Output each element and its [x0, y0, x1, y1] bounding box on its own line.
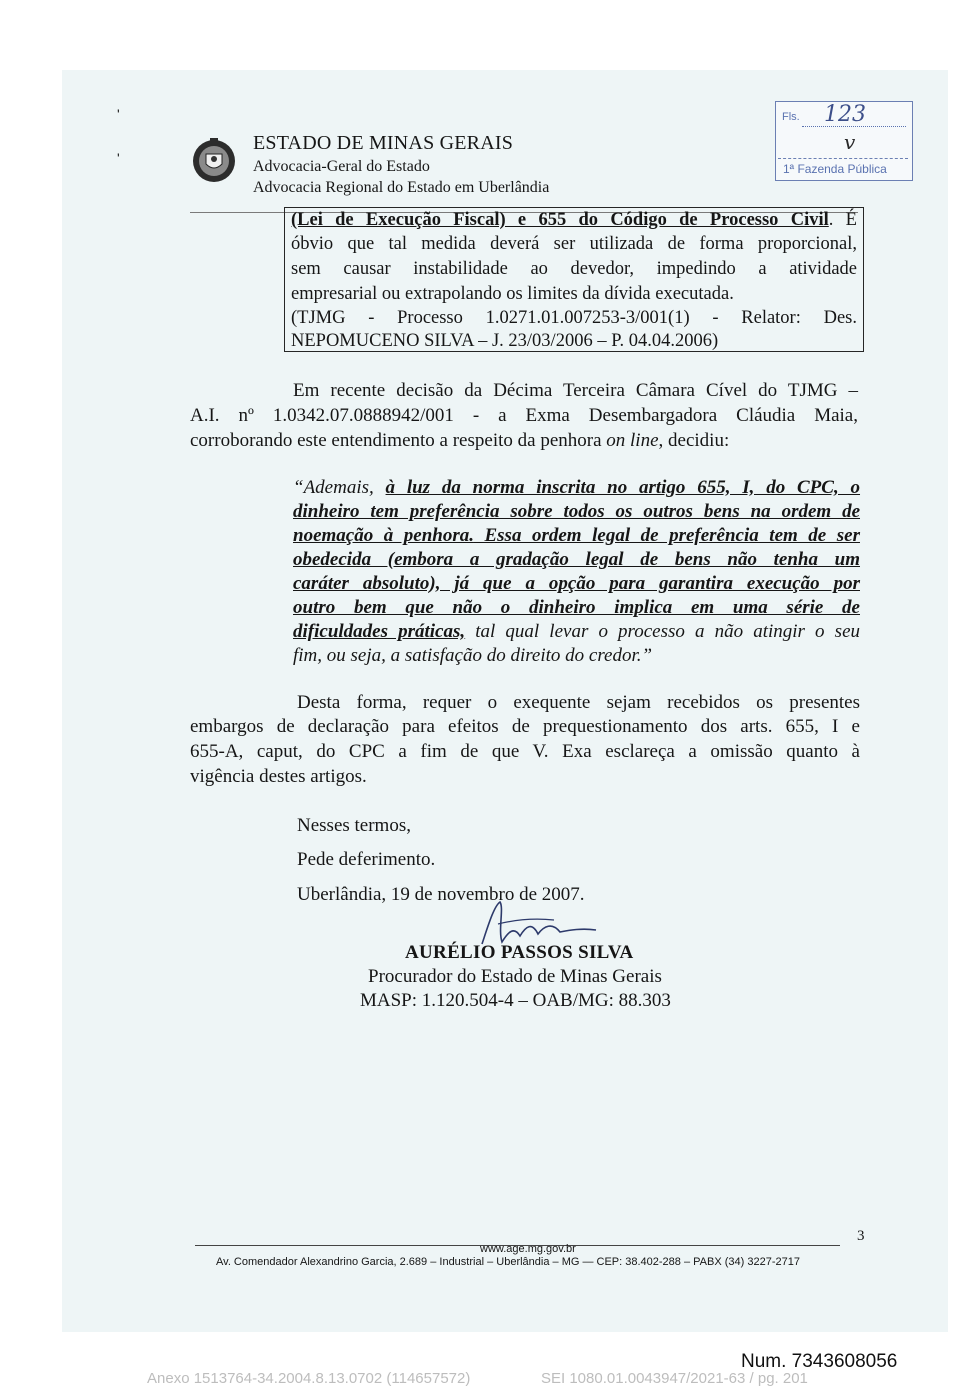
header-subtitle: Advocacia-Geral do Estado — [253, 158, 430, 175]
folio-label: Fls. — [782, 111, 800, 123]
quote-line: sem causar instabilidade ao devedor, impedindo a atividade — [291, 259, 857, 279]
place-date: Uberlândia, 19 de novembro de 2007. — [297, 884, 585, 905]
document-number: Num. 7343608056 — [741, 1351, 898, 1372]
folio-number: 123 — [824, 102, 866, 127]
folio-office: 1ª Fazenda Pública — [783, 162, 887, 176]
citation-line: caráter absoluto), já que a opção para garantira execução por — [293, 573, 860, 594]
sei-reference: SEI 1080.01.0043947/2021-63 / pg. 201 — [541, 1370, 808, 1387]
header-title: ESTADO DE MINAS GERAIS — [253, 132, 514, 154]
page-number: 3 — [857, 1228, 865, 1244]
annex-reference: Anexo 1513764-34.2004.8.13.0702 (114657572) — [147, 1370, 471, 1387]
signatory-name: AURÉLIO PASSOS SILVA — [405, 942, 634, 963]
signatory-masp: MASP: 1.120.504-4 – OAB/MG: 88.303 — [360, 990, 671, 1011]
quote-line: (TJMG - Processo 1.0271.01.007253-3/001(1) - Relator: Des. — [291, 308, 857, 328]
paragraph-line: 655-A, caput, do CPC a fim de que V. Exa esclareça a omissão quanto à — [190, 741, 860, 762]
paragraph-line: embargos de declaração para efeitos de prequestionamento dos arts. 655, I e — [190, 716, 860, 737]
margin-mark: ' — [117, 106, 120, 122]
quote-line: NEPOMUCENO SILVA – J. 23/03/2006 – P. 04.04.2006) — [291, 331, 719, 351]
citation-line: “Ademais, à luz da norma inscrita no artigo 655, I, do CPC, o — [293, 477, 861, 498]
citation-line: outro bem que não o dinheiro implica em uma série de — [293, 597, 860, 618]
footer-website: www.age.mg.gov.br — [480, 1243, 576, 1255]
citation-line: noemação à penhora. Essa ordem legal de preferência tem de ser — [293, 525, 860, 546]
quote-line: (Lei de Execução Fiscal) e 655 do Código de Processo Civil. É — [291, 210, 857, 230]
citation-line: fim, ou seja, a satisfação do direito do credor.” — [293, 645, 653, 666]
closing-request: Pede deferimento. — [297, 849, 436, 870]
closing-terms: Nesses termos, — [297, 815, 411, 836]
quote-line: empresarial ou extrapolando os limites da dívida executada. — [291, 284, 734, 304]
paragraph-line: corroborando este entendimento a respeito da penhora on line, decidiu: — [190, 430, 730, 451]
signatory-role: Procurador do Estado de Minas Gerais — [368, 966, 662, 987]
citation-line: dificuldades práticas, tal qual levar o processo a não atingir o seu — [293, 621, 860, 642]
citation-line: dinheiro tem preferência sobre todos os outros bens na ordem de — [293, 501, 860, 522]
paragraph-line: A.I. nº 1.0342.07.0888942/001 - a Exma Desembargadora Cláudia Maia, — [190, 405, 858, 426]
footer-address: Av. Comendador Alexandrino Garcia, 2.689 – Industrial – Uberlândia – MG — CEP: 38.402-288 – PABX (34) 3227-2717 — [216, 1256, 800, 1268]
paragraph-line: Desta forma, requer o exequente sejam recebidos os presentes — [297, 692, 860, 713]
citation-line: obedecida (embora a gradação legal de bens não tenha um — [293, 549, 860, 570]
folio-mark: v — [844, 130, 856, 154]
folio-stamp — [775, 101, 913, 181]
paragraph-line: Em recente decisão da Décima Terceira Câmara Cível do TJMG – — [293, 380, 858, 401]
header-subtitle-regional: Advocacia Regional do Estado em Uberlândia — [253, 179, 550, 196]
coat-of-arms-icon — [190, 134, 238, 186]
paragraph-line: vigência destes artigos. — [190, 766, 367, 787]
margin-mark: ' — [117, 150, 120, 166]
quote-line: óbvio que tal medida deverá ser utilizada de forma proporcional, — [291, 234, 857, 254]
